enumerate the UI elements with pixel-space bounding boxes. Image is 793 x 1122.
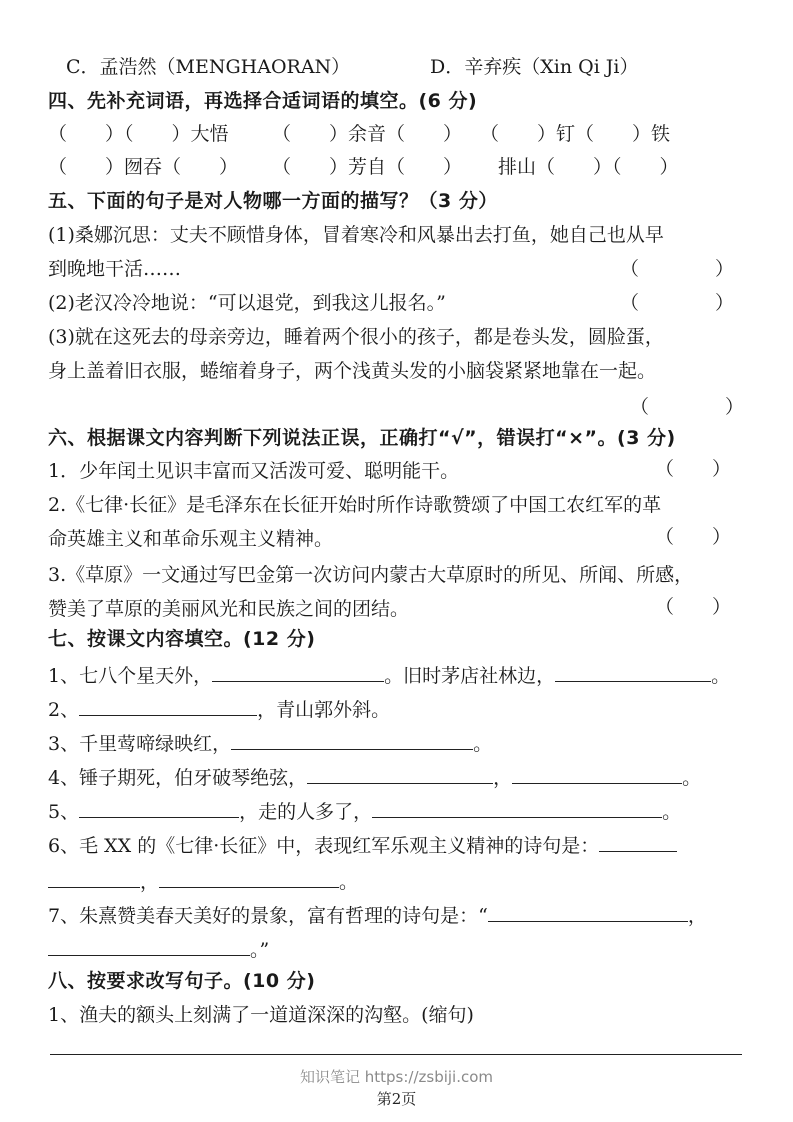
- s7-l2-blank-1[interactable]: [79, 695, 257, 716]
- s7-l1-blank-2[interactable]: [555, 661, 711, 682]
- s5-q3-line1: (3)就在这死去的母亲旁边，睡着两个很小的孩子，都是卷头发，圆脸蛋，: [48, 326, 664, 348]
- s7-l6-text-c: 。: [339, 871, 359, 893]
- s4-idiom-3: （ ）钉（ ）铁: [480, 123, 671, 145]
- s6-q2-answer-paren[interactable]: （ ）: [655, 526, 732, 548]
- s4-idiom-1: （ ）（ ）大悟: [48, 123, 229, 145]
- s6-q2-line1: 2.《七律·长征》是毛泽东在长征开始时所作诗歌赞颂了中国工农红军的革: [48, 494, 662, 516]
- s7-l5-blank-1[interactable]: [79, 797, 239, 818]
- s5-q3-answer-paren[interactable]: （ ）: [630, 396, 745, 418]
- s7-l4-text-a: 4、锤子期死，伯牙破琴绝弦，: [48, 767, 308, 789]
- s7-l1-text-c: 。: [711, 665, 731, 687]
- watermark: 知识笔记 https://zsbiji.com: [299, 1068, 494, 1086]
- s7-l6-blank-2[interactable]: [48, 867, 140, 888]
- s7-l4-blank-2[interactable]: [512, 763, 682, 784]
- s4-idiom-2: （ ）余音（ ）: [272, 123, 463, 145]
- s7-line-3: [48, 729, 492, 758]
- s7-l6-blank-3[interactable]: [159, 867, 339, 888]
- s7-l7-blank-2[interactable]: [48, 935, 250, 956]
- s5-q3-line2: 身上盖着旧衣服，蜷缩着身子，两个浅黄头发的小脑袋紧紧地靠在一起。: [48, 360, 657, 382]
- s7-l5-text-a: 5、: [48, 801, 80, 823]
- s6-q3-line1: 3.《草原》一文通过写巴金第一次访问内蒙古大草原时的所见、所闻、所感，: [48, 564, 694, 586]
- s7-l6-text-a: 6、毛 XX 的《七律·长征》中，表现红军乐观主义精神的诗句是：: [48, 835, 600, 857]
- s7-line-2: [48, 695, 390, 724]
- s4-idiom-5: （ ）芳自（ ）: [272, 156, 463, 178]
- s7-line-7-cont: [48, 935, 269, 964]
- s7-l5-text-c: 。: [662, 801, 682, 823]
- s7-l5-blank-2[interactable]: [372, 797, 662, 818]
- s4-idiom-4: （ ）囫吞（ ）: [48, 156, 239, 178]
- s7-l5-text-b: ，走的人多了，: [239, 801, 373, 823]
- section-4-heading: 四、先补充词语，再选择合适词语的填空。(6 分): [48, 90, 478, 112]
- s6-q1: 1．少年闰土见识丰富而又活泼可爱、聪明能干。: [48, 460, 460, 482]
- s5-q1-answer-paren[interactable]: （ ）: [620, 258, 735, 280]
- s7-l3-blank-1[interactable]: [231, 729, 473, 750]
- s7-l6-blank-1[interactable]: [599, 831, 677, 852]
- s6-q3-line2: 赞美了草原的美丽风光和民族之间的团结。: [48, 598, 410, 620]
- s7-l2-text-b: ，青山郭外斜。: [257, 699, 391, 721]
- option-c: C．孟浩然（MENGHAORAN）: [66, 56, 351, 78]
- s7-l7-text-b: ，: [687, 905, 707, 927]
- s7-l3-text-b: 。: [473, 733, 493, 755]
- s7-line-4: [48, 763, 701, 792]
- s6-q1-answer-paren[interactable]: （ ）: [655, 458, 732, 480]
- section-8-heading: 八、按要求改写句子。(10 分): [48, 970, 316, 992]
- s7-l1-text-b: 。旧时茅店社林边，: [384, 665, 556, 687]
- s7-l7-text-a: 7、朱熹赞美春天美好的景象，富有哲理的诗句是：“: [48, 905, 488, 927]
- s7-l7-blank-1[interactable]: [488, 901, 688, 922]
- section-6-heading: 六、根据课文内容判断下列说法正误，正确打“√”，错误打“×”。(3 分): [48, 427, 676, 449]
- s7-l4-text-b: ，: [493, 767, 513, 789]
- page-number: 第2页: [376, 1090, 417, 1108]
- s7-l1-text-a: 1、七八个星天外，: [48, 665, 213, 687]
- answer-line[interactable]: [50, 1054, 742, 1055]
- s5-q2-answer-paren[interactable]: （ ）: [620, 292, 735, 314]
- s6-q3-answer-paren[interactable]: （ ）: [655, 596, 732, 618]
- s7-line-5: [48, 797, 681, 826]
- s5-q1-line2: 到晚地干活……: [48, 258, 182, 280]
- s7-l4-blank-1[interactable]: [307, 763, 493, 784]
- s7-line-7: [48, 901, 707, 930]
- s7-line-1: [48, 661, 730, 690]
- s5-q1-line1: (1)桑娜沉思：丈夫不顾惜身体，冒着寒冷和风暴出去打鱼，她自己也从早: [48, 224, 664, 246]
- s7-l1-blank-1[interactable]: [212, 661, 384, 682]
- s4-idiom-6: 排山（ ）（ ）: [498, 156, 679, 178]
- section-7-heading: 七、按课文内容填空。(12 分): [48, 628, 316, 650]
- s6-q2-line2: 命英雄主义和革命乐观主义精神。: [48, 528, 334, 550]
- s7-l7-text-c: 。”: [250, 939, 270, 961]
- s7-l4-text-c: 。: [682, 767, 702, 789]
- s7-line-6: [48, 831, 677, 860]
- s5-q2: (2)老汉冷冷地说：“可以退党，到我这儿报名。”: [48, 292, 446, 314]
- section-5-heading: 五、下面的句子是对人物哪一方面的描写？（3 分）: [48, 190, 498, 212]
- s7-l2-text-a: 2、: [48, 699, 80, 721]
- s7-l6-text-b: ，: [140, 871, 160, 893]
- s7-l3-text-a: 3、千里莺啼绿映红，: [48, 733, 232, 755]
- s7-line-6-cont: [48, 867, 358, 896]
- s8-q1: 1、渔夫的额头上刻满了一道道深深的沟壑。(缩句): [48, 1004, 474, 1026]
- option-d: D．辛弃疾（Xin Qi Ji）: [430, 56, 639, 78]
